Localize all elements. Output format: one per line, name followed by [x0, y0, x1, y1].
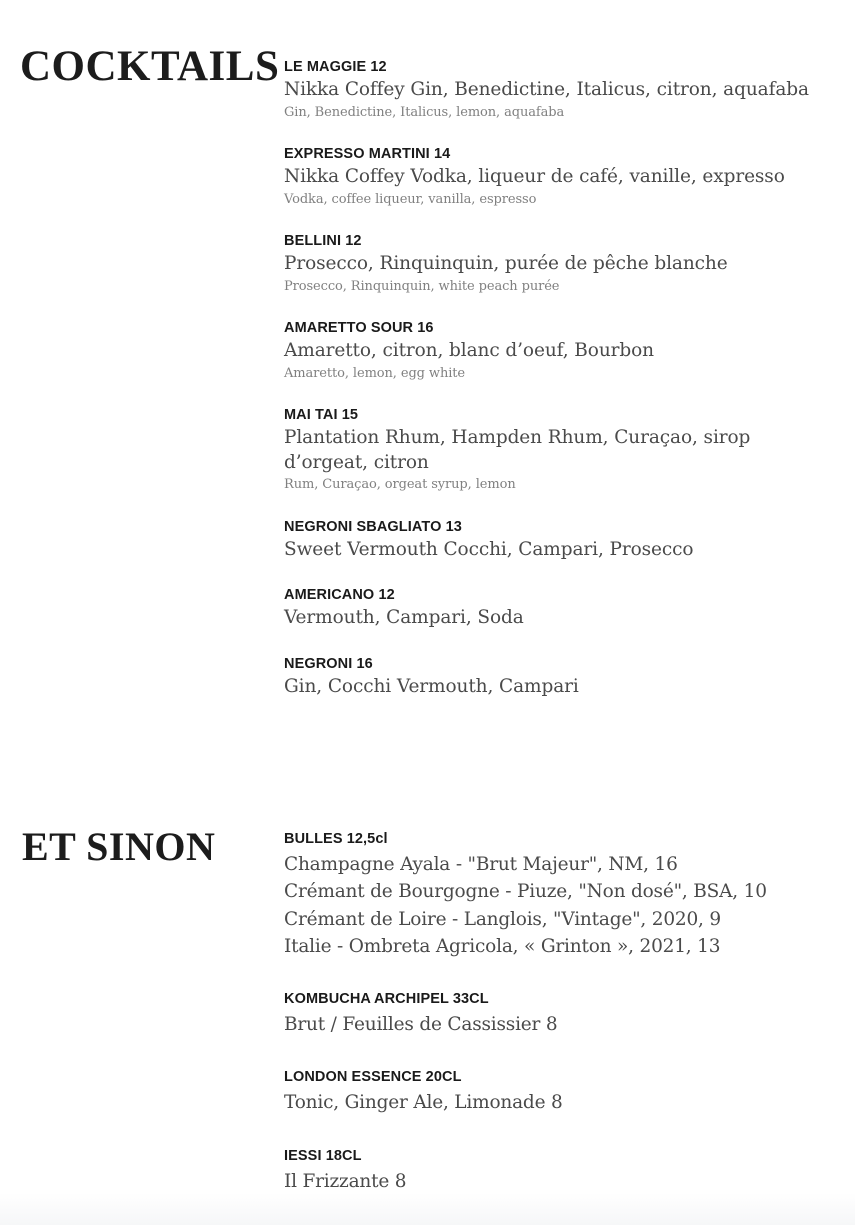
menu-item-description: Vermouth, Campari, Soda — [284, 607, 524, 629]
menu-item — [284, 1068, 824, 1116]
menu-item — [284, 406, 824, 493]
menu-item-name-price: LE MAGGIE 12 — [284, 59, 387, 75]
menu-item-description: Amaretto, citron, blanc d’oeuf, Bourbon — [284, 340, 654, 362]
menu-item-name-size: BULLES 12,5cl — [284, 831, 388, 847]
menu-item — [284, 586, 824, 631]
menu-item-translation: Prosecco, Rinquinquin, white peach purée — [284, 278, 560, 294]
section-title-cocktails: COCKTAILS — [20, 43, 280, 90]
cocktails-item-list — [284, 58, 824, 699]
menu-item-description: Gin, Cocchi Vermouth, Campari — [284, 675, 579, 697]
menu-item-name-price: AMERICANO 12 — [284, 587, 395, 604]
menu-item — [284, 990, 824, 1038]
menu-item-description: Sweet Vermouth Cocchi, Campari, Prosecco — [284, 538, 694, 560]
menu-item-translation: Amaretto, lemon, egg white — [284, 365, 465, 381]
et-sinon-item-list — [284, 830, 824, 1225]
menu-item-description: Nikka Coffey Gin, Benedictine, Italicus, citron, aquafaba — [284, 79, 809, 101]
menu-item-name-price: NEGRONI SBAGLIATO 13 — [284, 518, 462, 535]
menu-item-translation: Rum, Curaçao, orgeat syrup, lemon — [284, 477, 516, 493]
menu-item-line: Crémant de Loire - Langlois, "Vintage", 2020, 9 — [284, 908, 721, 930]
menu-item — [284, 232, 824, 295]
menu-item-line: Crémant de Bourgogne - Piuze, "Non dosé", BSA, 10 — [284, 881, 767, 903]
menu-item — [284, 1147, 824, 1195]
menu-item-translation: Gin, Benedictine, Italicus, lemon, aquafaba — [284, 104, 565, 120]
menu-item-name-price: NEGRONI 16 — [284, 655, 373, 672]
menu-item — [284, 58, 824, 121]
menu-item-line: Italie - Ombreta Agricola, « Grinton », 2021, 13 — [284, 935, 721, 957]
menu-item — [284, 655, 824, 700]
menu-item-translation: Vodka, coffee liqueur, vanilla, espresso — [284, 191, 537, 207]
menu-item-name-price: BELLINI 12 — [284, 233, 362, 250]
menu-item — [284, 518, 824, 563]
menu-item-name-size: KOMBUCHA ARCHIPEL 33CL — [284, 990, 489, 1007]
menu-item-name-size: LONDON ESSENCE 20CL — [284, 1069, 462, 1086]
menu-item-name-price: MAI TAI 15 — [284, 407, 359, 424]
menu-item-name-price: EXPRESSO MARTINI 14 — [284, 146, 451, 163]
menu-item-description: Nikka Coffey Vodka, liqueur de café, vanille, expresso — [284, 166, 785, 188]
menu-item — [284, 830, 824, 960]
menu-item-name-size: IESSI 18CL — [284, 1147, 362, 1164]
menu-item-name-price: AMARETTO SOUR 16 — [284, 320, 434, 337]
menu-item-description: Plantation Rhum, Hampden Rhum, Curaçao, sirop d’orgeat, citron — [284, 427, 751, 473]
menu-item-line: Brut / Feuilles de Cassissier 8 — [284, 1014, 558, 1035]
menu-item-line: Tonic, Ginger Ale, Limonade 8 — [284, 1092, 563, 1114]
section-title-et-sinon: ET SINON — [22, 824, 216, 869]
menu-item — [284, 145, 824, 208]
menu-item-description: Prosecco, Rinquinquin, purée de pêche blanche — [284, 253, 728, 275]
menu-item-line: Il Frizzante 8 — [284, 1170, 407, 1192]
menu-item — [284, 319, 824, 382]
menu-item-line: Champagne Ayala - "Brut Majeur", NM, 16 — [284, 854, 678, 876]
